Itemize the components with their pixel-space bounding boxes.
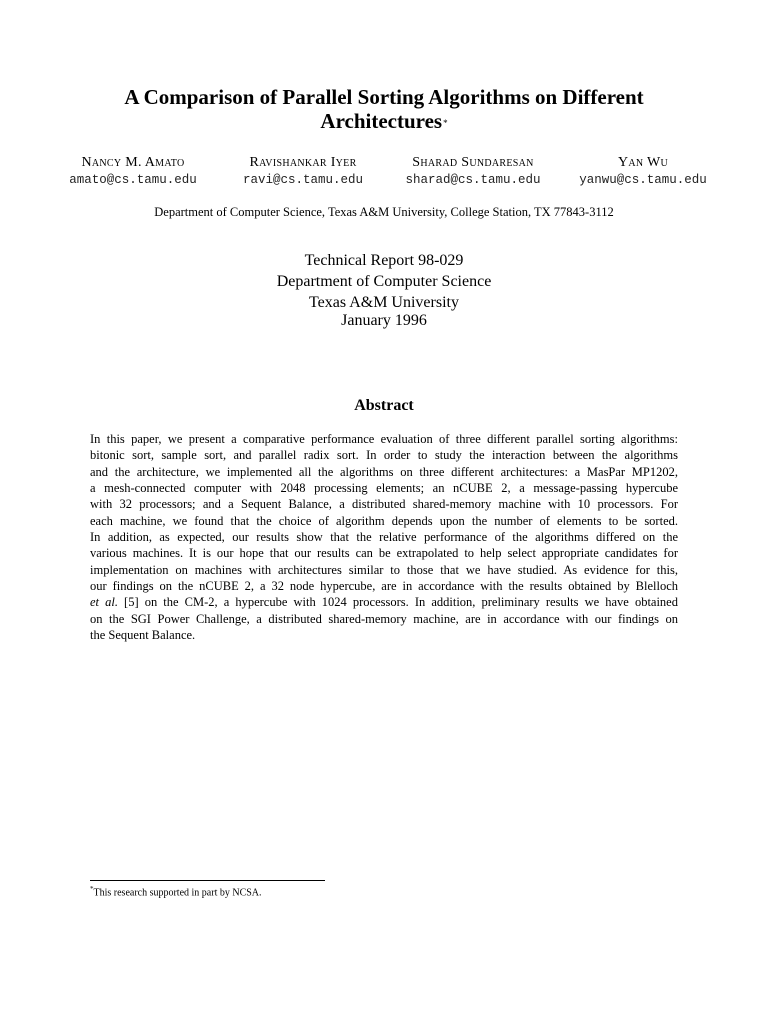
author-list: [48, 154, 728, 188]
author-name: Nancy M. Amato: [81, 155, 185, 170]
abstract-line: various machines. It is our hope that our results can be extrapolated to help select appropriate candidates for: [90, 546, 678, 561]
author-email: amato@cs.tamu.edu: [69, 173, 197, 187]
author-name: Sharad Sundaresan: [412, 155, 534, 170]
report-number: Technical Report 98-029: [304, 252, 464, 269]
footnote-divider: [90, 880, 325, 881]
footnote-text: This research supported in part by NCSA.: [93, 887, 262, 899]
paper-title: [60, 85, 708, 133]
abstract-line: implementation on machines with architectures similar to those that we have studied. As evidence for this,: [90, 562, 678, 577]
footnote: [90, 885, 262, 898]
report-date: January 1996: [341, 312, 427, 329]
abstract-line: with 32 processors; and a Sequent Balance, a distributed shared-memory machine with 10 processors. For: [90, 497, 678, 512]
author-block: [388, 154, 558, 188]
author-email: ravi@cs.tamu.edu: [242, 173, 364, 187]
abstract-line: on the SGI Power Challenge, a distributed shared-memory machine, are in accordance with our findings on: [90, 611, 678, 626]
affiliation: Department of Computer Science, Texas A&M University, College Station, TX 77843-3112: [154, 205, 614, 219]
abstract-line: et al. [5] on the CM-2, a hypercube with 1024 processors. In addition, preliminary results we have obtained: [90, 595, 678, 610]
abstract-line: In addition, as expected, our results show that the relative performance of the algorithms differed on the: [90, 530, 678, 545]
abstract-line: bitonic sort, sample sort, and parallel radix sort. In order to study the interaction between the algorithms: [90, 448, 678, 463]
abstract-line: a mesh-connected computer with 2048 processing elements; an nCUBE 2, a message-passing hypercube: [90, 481, 678, 496]
report-university: Texas A&M University: [309, 294, 459, 311]
report-info: [60, 250, 708, 329]
abstract-line: each machine, we found that the choice of algorithm depends upon the number of elements to be sorted.: [90, 513, 678, 528]
author-name: Yan Wu: [617, 155, 669, 170]
author-email: yanwu@cs.tamu.edu: [579, 173, 707, 187]
author-block: [48, 154, 218, 188]
abstract-line: our findings on the nCUBE 2, a 32 node hypercube, are in accordance with the results obtained by Blelloch: [90, 579, 678, 594]
author-block: [218, 154, 388, 188]
report-department: Department of Computer Science: [276, 273, 492, 290]
paper-title-text: A Comparison of Parallel Sorting Algorithms on Different Architectures: [124, 85, 644, 133]
abstract-heading: Abstract: [354, 397, 414, 414]
abstract-line: In this paper, we present a comparative performance evaluation of three different parallel sorting algorithms:: [90, 432, 678, 446]
author-name: Ravishankar Iyer: [249, 155, 357, 170]
abstract-line: the Sequent Balance.: [90, 628, 196, 643]
abstract-body: [90, 431, 678, 643]
author-email: sharad@cs.tamu.edu: [405, 173, 541, 187]
author-block: [558, 154, 728, 188]
title-footnote-mark: *: [443, 118, 448, 128]
abstract-line: and the architecture, we implemented all the algorithms on three different architectures: a MasPar MP1202,: [90, 464, 678, 479]
footnote-mark: *: [90, 885, 94, 893]
